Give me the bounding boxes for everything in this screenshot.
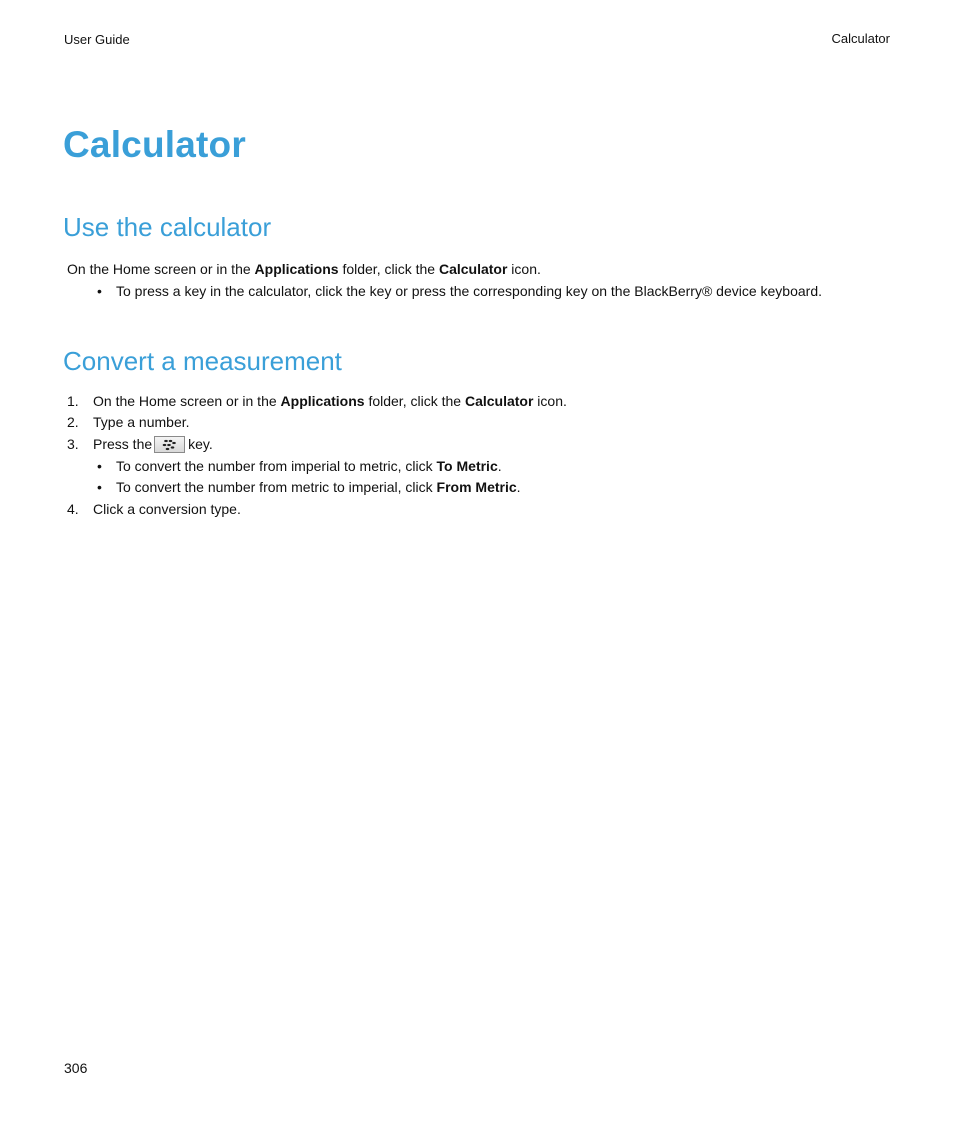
step-number: 1.	[67, 393, 79, 409]
sub-bullet-2-text: To convert the number from metric to imperial, click	[116, 479, 437, 495]
sub-bullet-1-end: .	[497, 458, 502, 474]
step-1-calculator: Calculator	[464, 393, 534, 409]
to-metric-label: To Metric	[436, 458, 498, 474]
step-1-text-1: On the Home screen or in the	[93, 393, 281, 409]
step-1	[67, 391, 567, 411]
bullet-glyph: •	[97, 458, 102, 474]
bullet-glyph: •	[97, 479, 102, 495]
step-2-text: Type a number.	[93, 414, 190, 430]
sub-bullet-1-text: To convert the number from imperial to metric, click	[116, 458, 437, 474]
step-3-text-1: Press the	[93, 436, 153, 452]
intro-applications: Applications	[254, 261, 339, 277]
step-2	[67, 412, 190, 432]
section-heading-convert-measurement: Convert a measurement	[63, 346, 342, 376]
step-3-text-2: key.	[188, 436, 213, 452]
use-calculator-intro	[67, 259, 541, 279]
sub-bullet-2-end: .	[516, 479, 521, 495]
intro-calculator: Calculator	[438, 261, 508, 277]
step-4	[67, 499, 241, 519]
step-3-sub-bullet-2	[97, 477, 521, 497]
step-3	[67, 434, 213, 454]
intro-text-3: icon.	[507, 261, 541, 277]
page-title: Calculator	[63, 124, 246, 165]
use-calculator-bullet	[97, 281, 822, 301]
step-3-sub-bullet-1	[97, 456, 502, 476]
running-header-right: Calculator	[831, 31, 890, 46]
bullet-glyph: •	[97, 283, 102, 299]
step-4-text: Click a conversion type.	[93, 501, 241, 517]
page-number: 306	[64, 1060, 88, 1076]
from-metric-label: From Metric	[436, 479, 517, 495]
bullet-text: To press a key in the calculator, click the key or press the corresponding key on the BlackBerry® device keyboard.	[116, 283, 822, 299]
step-1-text-3: icon.	[533, 393, 567, 409]
step-number: 3.	[67, 436, 79, 452]
step-number: 2.	[67, 414, 79, 430]
step-1-applications: Applications	[280, 393, 365, 409]
step-number: 4.	[67, 501, 79, 517]
intro-text-1: On the Home screen or in the	[67, 261, 255, 277]
blackberry-menu-key-icon	[154, 436, 185, 453]
intro-text-2: folder, click the	[338, 261, 439, 277]
section-heading-use-calculator: Use the calculator	[63, 212, 272, 242]
step-1-text-2: folder, click the	[364, 393, 465, 409]
running-header-left: User Guide	[64, 32, 130, 47]
